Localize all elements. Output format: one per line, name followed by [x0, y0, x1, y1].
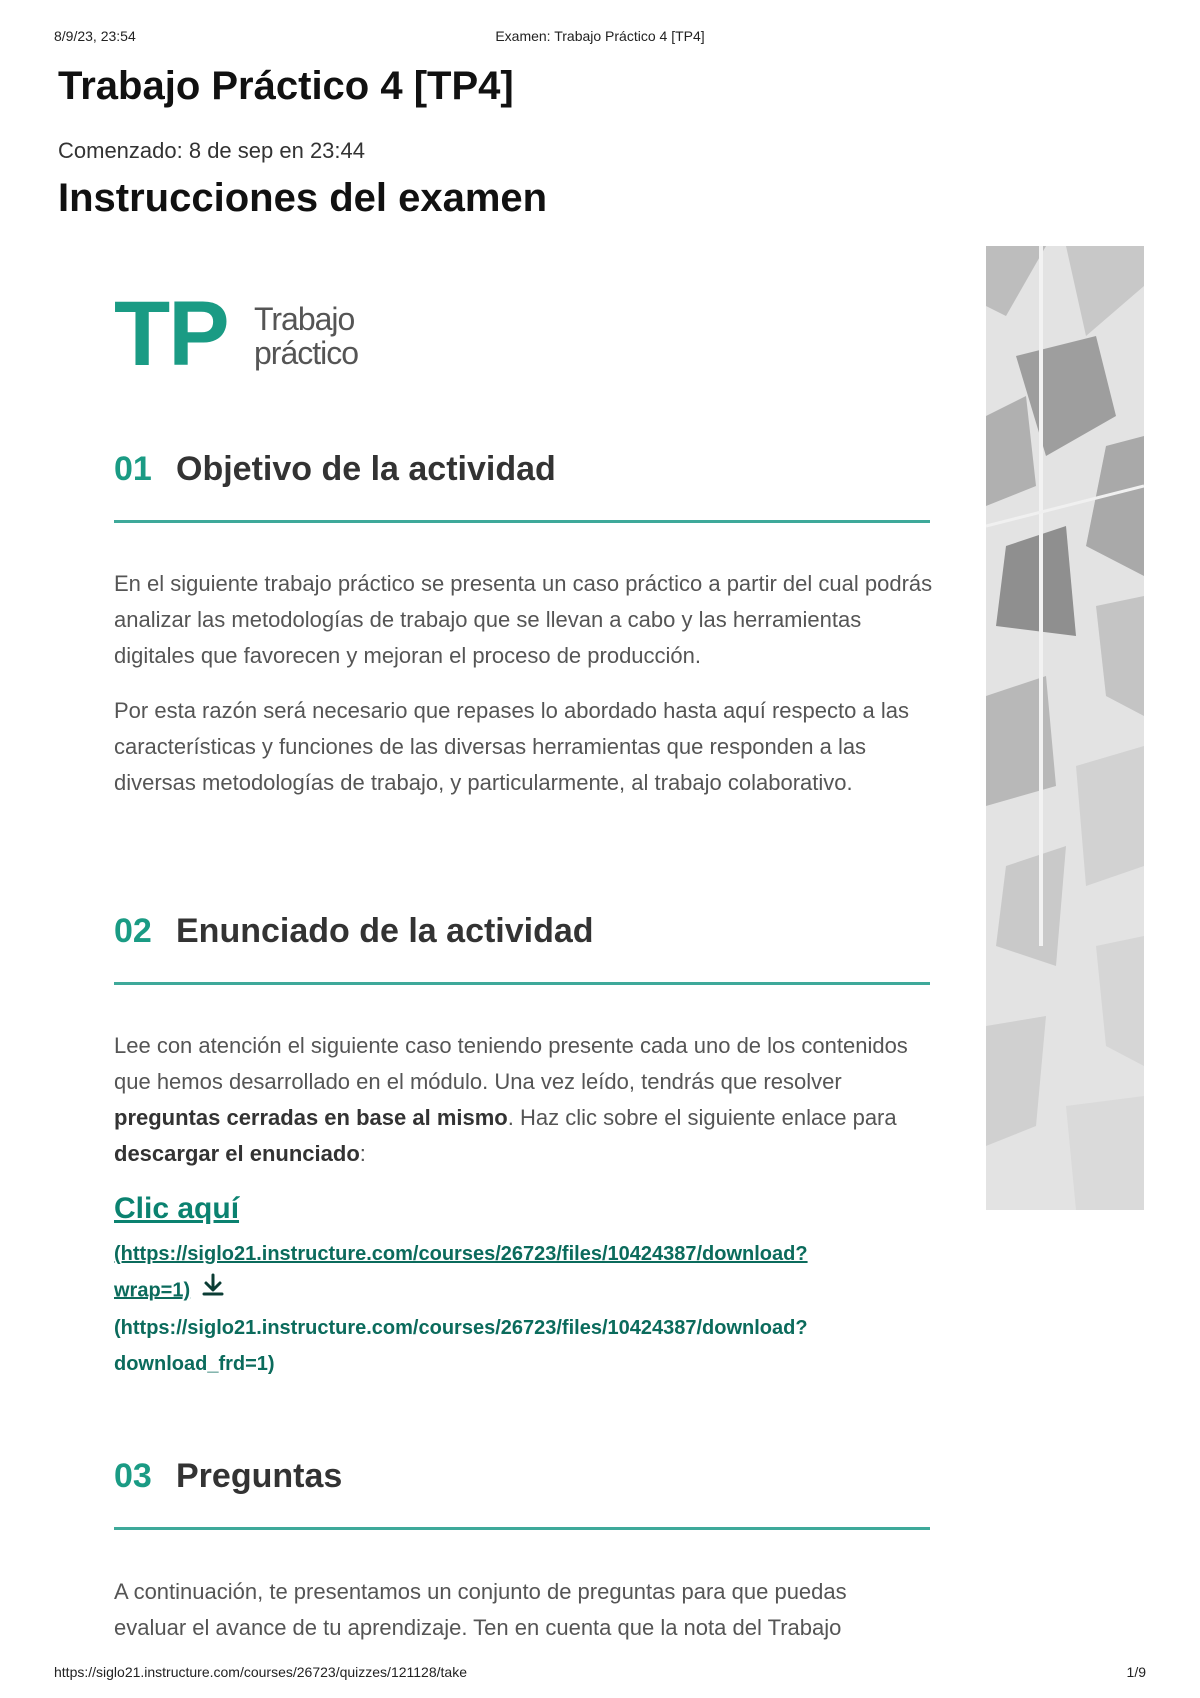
statement-paragraph: [114, 1028, 934, 1172]
section-heading-statement: [114, 912, 930, 985]
print-footer-url: https://siglo21.instructure.com/courses/26723/quizzes/121128/take: [54, 1664, 467, 1680]
tp-logo-word1: Trabajo: [254, 301, 355, 337]
download-link-frd[interactable]: [114, 1310, 914, 1382]
section-title: Preguntas: [176, 1457, 343, 1495]
download-icon[interactable]: [200, 1272, 226, 1310]
download-link-wrap[interactable]: [114, 1236, 914, 1310]
questions-intro-paragraph: [114, 1574, 974, 1646]
section-number: 03: [114, 1457, 152, 1495]
statement-text: Lee con atención el siguiente caso teniendo presente cada uno de los contenidos que hemos desarrollado en el módulo. Una vez leído, tendrás que resolver: [114, 1033, 908, 1094]
objective-paragraph-2: Por esta razón será necesario que repases lo abordado hasta aquí respecto a las características y funciones de las diversas herramientas que responden a las diversas metodologías de trabajo, y particularmente, al trabajo colaborativo.: [114, 698, 909, 795]
tp-logo-word2: práctico: [254, 335, 359, 371]
section-number: 01: [114, 450, 152, 488]
page-title: Trabajo Práctico 4 [TP4]: [58, 64, 514, 108]
clic-aqui-link[interactable]: Clic aquí: [114, 1192, 240, 1225]
instructions-heading: Instrucciones del examen: [58, 176, 548, 220]
tp-logo-words: [254, 302, 358, 370]
decorative-side-image: [986, 246, 1144, 1210]
questions-intro-line: evaluar el avance de tu aprendizaje. Ten en cuenta que la nota del Trabajo: [114, 1615, 842, 1640]
download-link-url-line1[interactable]: (https://siglo21.instructure.com/courses/26723/files/10424387/download?: [114, 1317, 808, 1339]
download-link-url-line1[interactable]: (https://siglo21.instructure.com/courses/26723/files/10424387/download?: [114, 1243, 808, 1265]
download-link-url-line2[interactable]: download_frd=1): [114, 1353, 275, 1375]
statement-bold-text: preguntas cerradas en base al mismo: [114, 1105, 508, 1130]
section-number: 02: [114, 912, 152, 950]
section-heading-questions: [114, 1457, 930, 1530]
started-timestamp: Comenzado: 8 de sep en 23:44: [58, 138, 366, 163]
tp-logo-letters: TP: [114, 283, 228, 385]
section-title: Objetivo de la actividad: [176, 450, 556, 488]
download-link-url-line2[interactable]: wrap=1): [114, 1279, 191, 1302]
print-date: 8/9/23, 23:54: [54, 28, 136, 44]
statement-text: . Haz clic sobre el siguiente enlace para: [507, 1105, 897, 1130]
statement-text: :: [359, 1141, 366, 1166]
section-heading-objective: [114, 450, 930, 523]
statement-bold-text: descargar el enunciado: [114, 1141, 360, 1166]
section-title: Enunciado de la actividad: [176, 912, 594, 950]
print-doc-title: Examen: Trabajo Práctico 4 [TP4]: [495, 28, 705, 44]
questions-intro-line: A continuación, te presentamos un conjunto de preguntas para que puedas: [114, 1579, 847, 1604]
print-page-number: 1/9: [1126, 1664, 1146, 1680]
objective-paragraph-1: En el siguiente trabajo práctico se presenta un caso práctico a partir del cual podrás analizar las metodologías de trabajo que se llevan a cabo y las herramientas digitales que favorecen y mejoran el proceso de producción.: [114, 571, 933, 668]
